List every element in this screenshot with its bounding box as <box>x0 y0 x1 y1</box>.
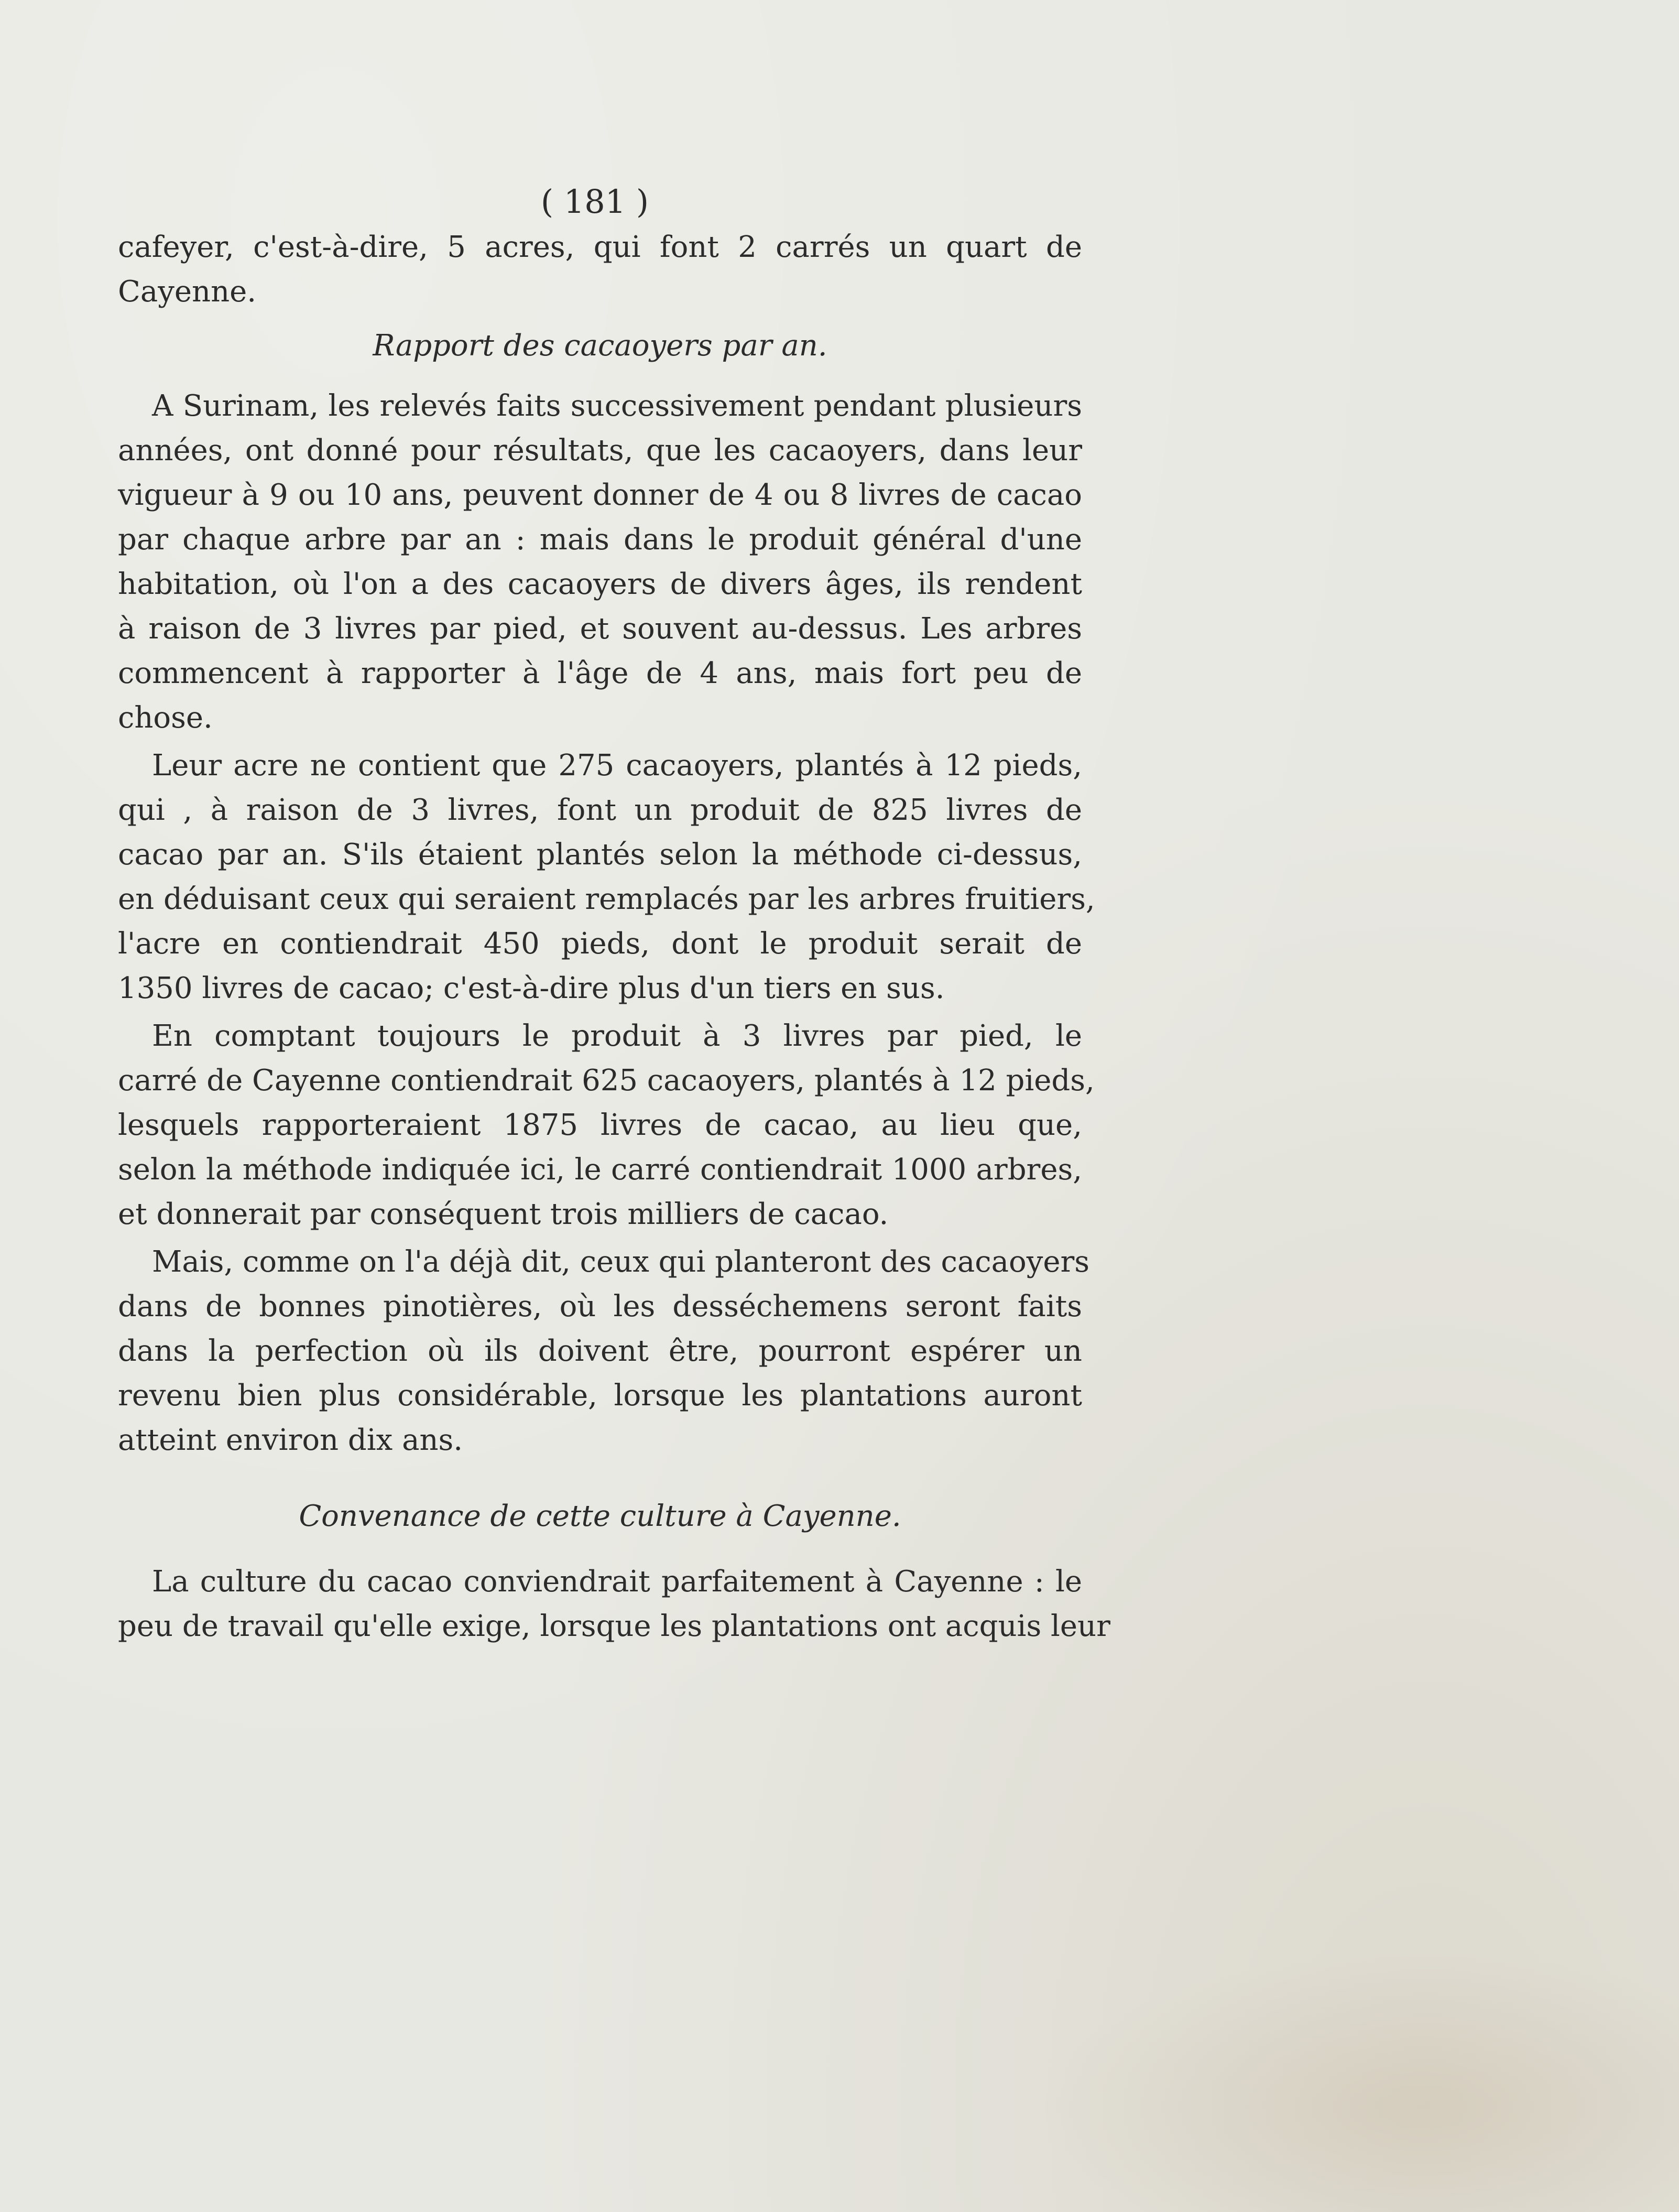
text-line: par chaque arbre par an : mais dans le produit général d'une <box>118 523 1082 557</box>
paragraph <box>118 743 1095 1011</box>
text-line: à raison de 3 livres par pied, et souvent au-dessus. Les arbres <box>118 612 1082 646</box>
text-line: A Surinam, les relevés faits successivement pendant plusieurs <box>152 389 1082 423</box>
text-line: atteint environ dix ans. <box>118 1423 463 1457</box>
paragraph <box>118 1240 1089 1462</box>
text-line: chose. <box>118 701 213 735</box>
text-line: Leur acre ne contient que 275 cacaoyers, plantés à 12 pieds, <box>152 749 1082 783</box>
text-line: En comptant toujours le produit à 3 livres par pied, le <box>152 1019 1082 1053</box>
text-line: qui , à raison de 3 livres, font un produit de 825 livres de <box>118 793 1082 827</box>
text-line: La culture du cacao conviendrait parfaitement à Cayenne : le <box>152 1565 1082 1599</box>
text-line: dans la perfection où ils doivent être, pourront espérer un <box>118 1334 1082 1368</box>
text-line: selon la méthode indiquée ici, le carré contiendrait 1000 arbres, <box>118 1153 1082 1187</box>
text-line: carré de Cayenne contiendrait 625 cacaoyers, plantés à 12 pieds, <box>118 1064 1095 1098</box>
text-line: années, ont donné pour résultats, que les cacaoyers, dans leur <box>118 433 1082 468</box>
text-line: peu de travail qu'elle exige, lorsque les plantations ont acquis leur <box>118 1609 1110 1643</box>
paper-stain <box>1038 1950 1679 2212</box>
text-line: en déduisant ceux qui seraient remplacés par les arbres fruitiers, <box>118 882 1095 916</box>
text-block <box>118 181 1110 1649</box>
text-line: Mais, comme on l'a déjà dit, ceux qui planteront des cacaoyers <box>152 1245 1089 1279</box>
paragraph <box>118 384 1082 740</box>
text-line: revenu bien plus considérable, lorsque les plantations auront <box>118 1379 1082 1413</box>
paragraph <box>118 1559 1110 1649</box>
section-heading: Convenance de cette culture à Cayenne. <box>299 1499 901 1533</box>
text-line: dans de bonnes pinotières, où les desséchemens seront faits <box>118 1289 1082 1324</box>
text-line: commencent à rapporter à l'âge de 4 ans, mais fort peu de <box>118 656 1082 690</box>
text-line: 1350 livres de cacao; c'est-à-dire plus d'un tiers en sus. <box>118 971 945 1005</box>
text-line: et donnerait par conséquent trois milliers de cacao. <box>118 1197 889 1231</box>
page-number: ( 181 ) <box>540 182 649 221</box>
text-line: cafeyer, c'est-à-dire, 5 acres, qui font 2 carrés un quart de <box>118 230 1082 264</box>
text-line: habitation, où l'on a des cacaoyers de divers âges, ils rendent <box>118 567 1082 601</box>
text-line: vigueur à 9 ou 10 ans, peuvent donner de 4 ou 8 livres de cacao <box>118 478 1082 512</box>
text-line: cacao par an. S'ils étaient plantés selon la méthode ci-dessus, <box>118 838 1082 872</box>
paragraph <box>118 1014 1095 1237</box>
text-line: Cayenne. <box>118 275 257 309</box>
section-heading: Rapport des cacaoyers par an. <box>373 329 827 363</box>
text-line: l'acre en contiendrait 450 pieds, dont le produit serait de <box>118 927 1082 961</box>
text-line: lesquels rapporteraient 1875 livres de cacao, au lieu que, <box>118 1108 1082 1142</box>
